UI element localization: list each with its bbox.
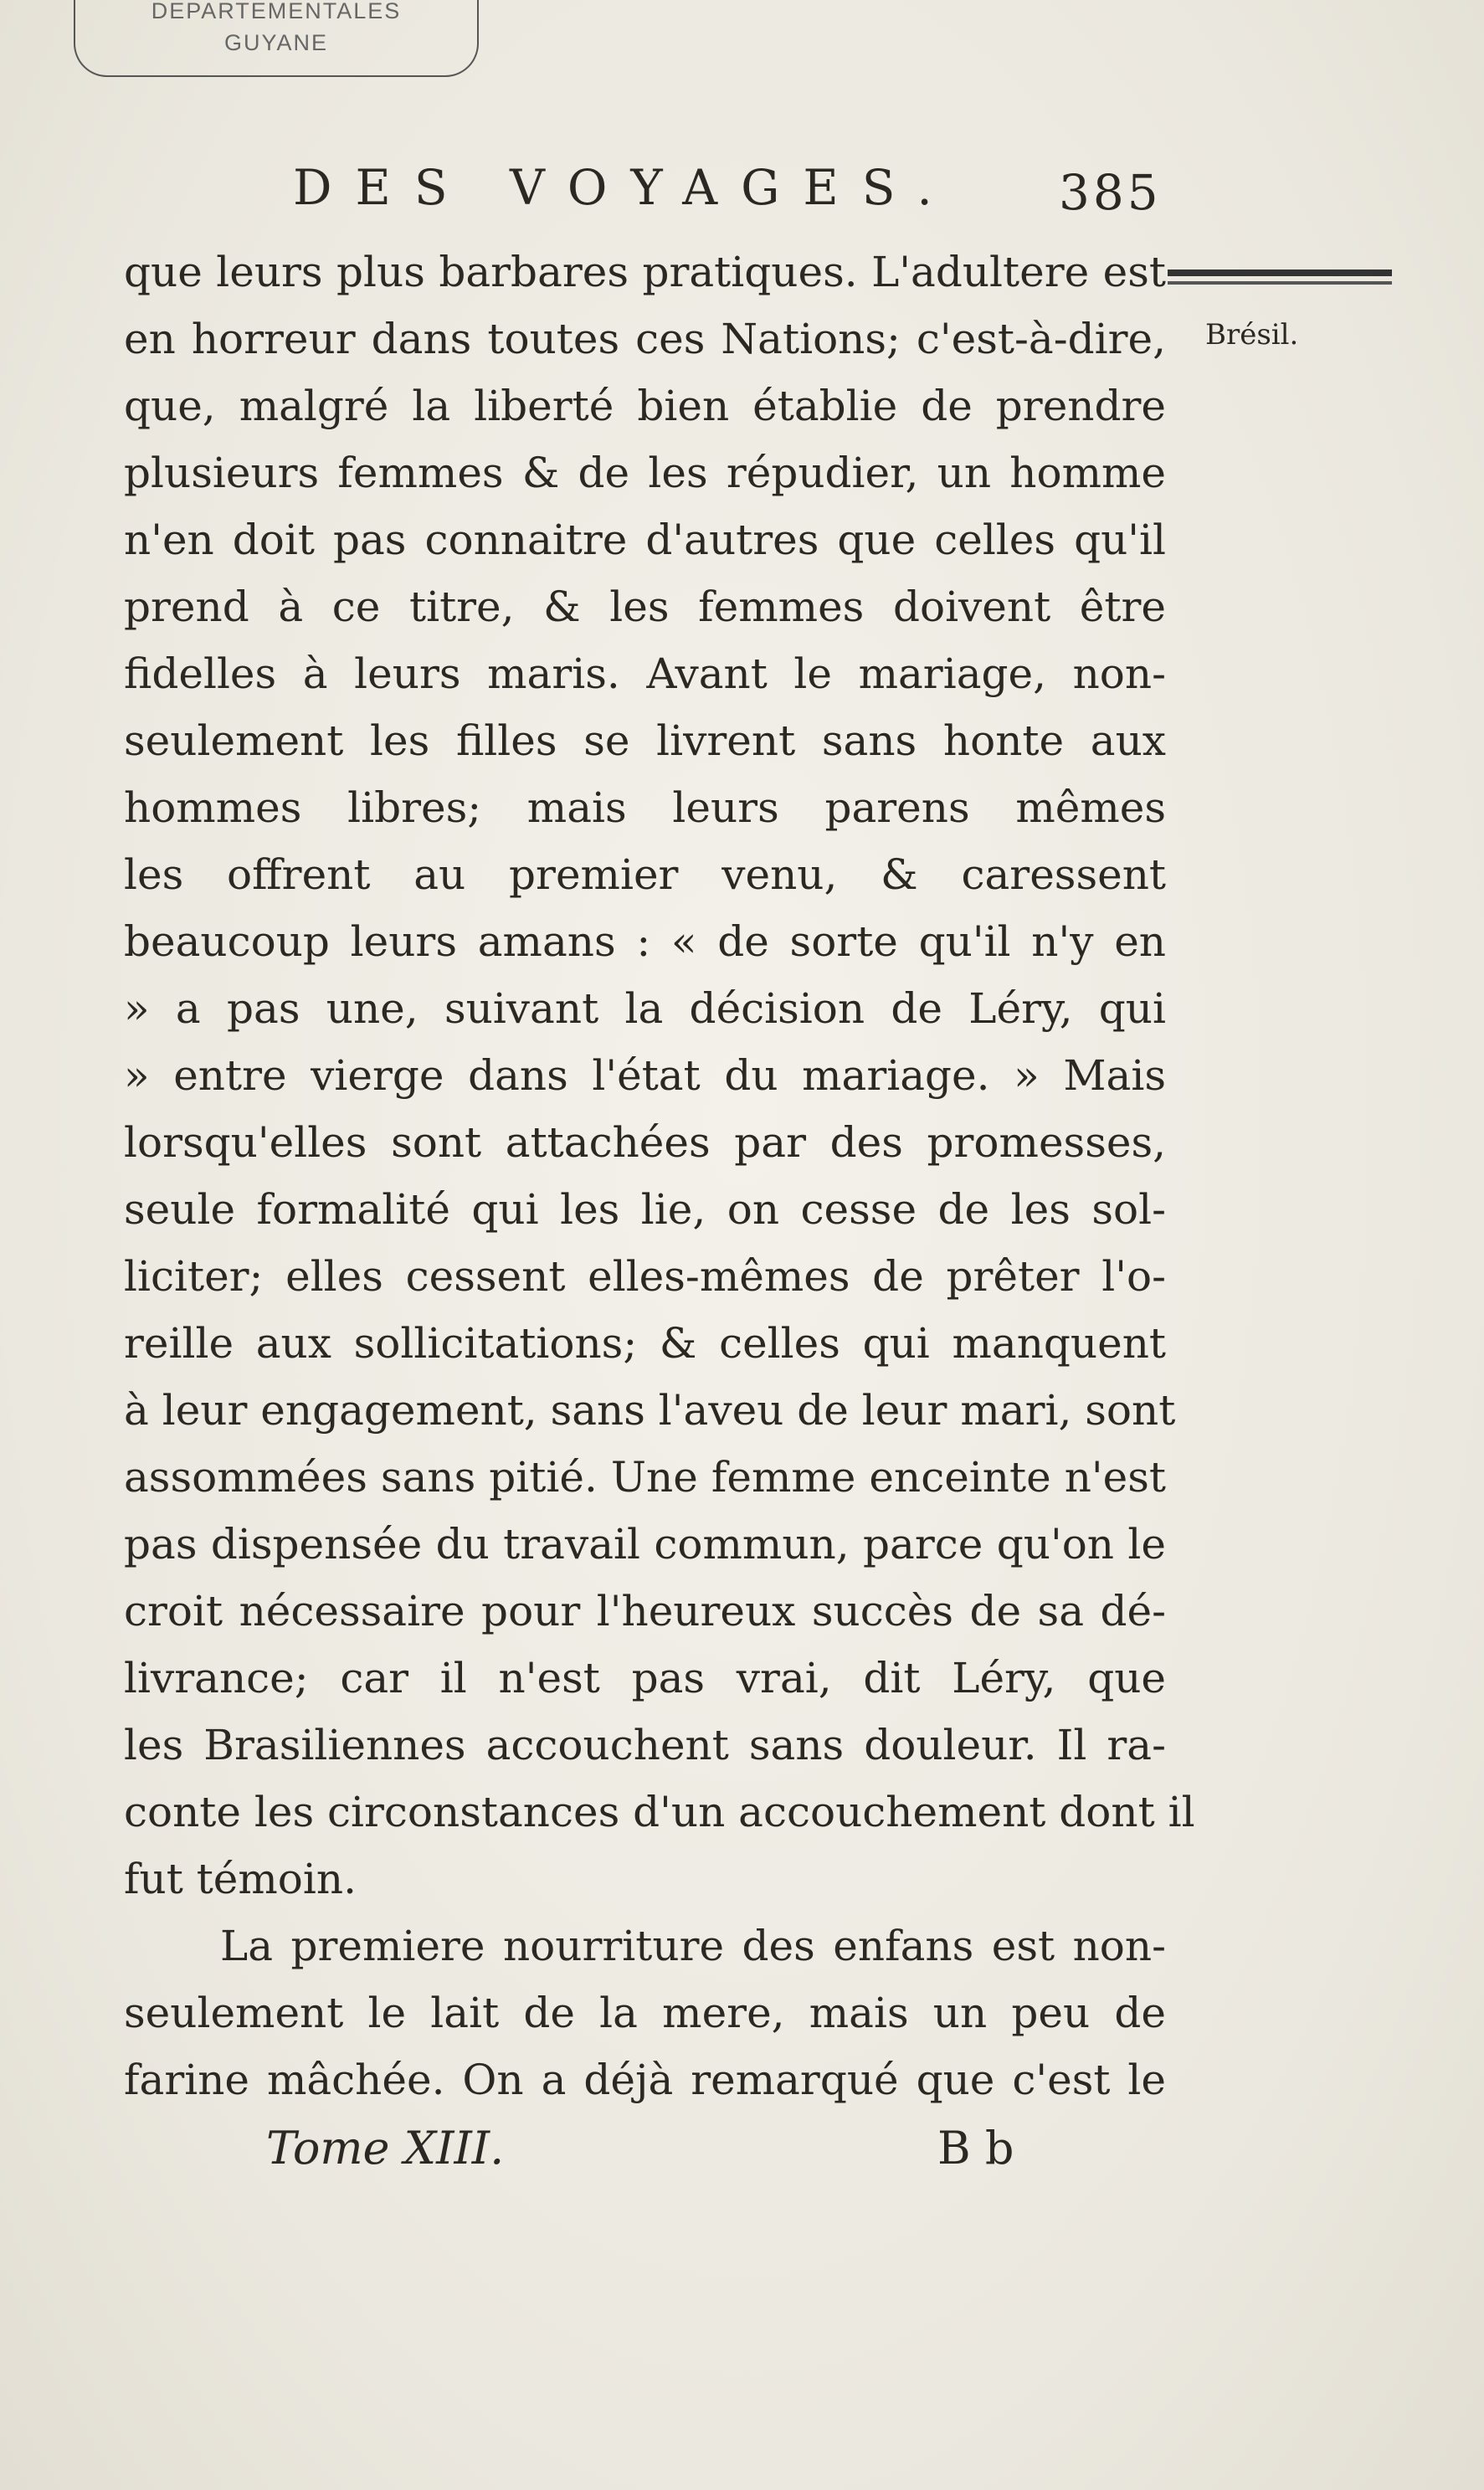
text-line: que leurs plus barbares pratiques. L'adultere est [124,248,1166,296]
text-line: les offrent au premier venu, & caressent [124,850,1166,899]
text-line: conte les circonstances d'un accouchement dont il [124,1788,1195,1836]
text-line: seulement le lait de la mere, mais un peu de [124,1989,1166,2037]
text-line: » a pas une, suivant la décision de Léry, qui [124,984,1166,1033]
text-line: hommes libres; mais leurs parens mêmes [124,783,1166,832]
library-stamp [74,0,479,77]
body-text [124,239,1195,2113]
stamp-line-2: GUYANE [223,30,329,55]
margin-rule [1168,270,1392,276]
volume-label: Tome XIII. [266,2122,505,2174]
text-line: que, malgré la liberté bien établie de prendre [124,382,1166,430]
text-line: croit nécessaire pour l'heureux succès de sa dé- [124,1587,1166,1635]
signature-mark: B b [937,2122,1014,2174]
text-line: reille aux sollicitations; & celles qui manquent [124,1319,1166,1368]
text-line: livrance; car il n'est pas vrai, dit Léry, que [124,1654,1166,1702]
text-line: farine mâchée. On a déjà remarqué que c'est le [124,2056,1166,2104]
running-title: DES VOYAGES. [293,159,956,216]
stamp-line-1: DEPARTEMENTALES [151,0,402,23]
text-line: seule formalité qui les lie, on cesse de les sol- [124,1185,1166,1234]
text-line: fut témoin. [124,1855,357,1903]
text-line: fidelles à leurs maris. Avant le mariage, non- [124,649,1166,698]
text-line: » entre vierge dans l'état du mariage. » Mais [124,1051,1166,1100]
text-line: liciter; elles cessent elles-mêmes de prêter l'o- [124,1252,1166,1301]
text-line: n'en doit pas connaitre d'autres que celles qu'il [124,516,1166,564]
margin-note: Brésil. [1205,318,1299,352]
margin-rule-secondary [1168,281,1392,285]
page-number: 385 [1059,164,1162,221]
text-line: plusieurs femmes & de les répudier, un homme [124,449,1166,497]
text-line: les Brasiliennes accouchent sans douleur. Il ra- [124,1721,1166,1769]
text-line: à leur engagement, sans l'aveu de leur mari, sont [124,1386,1176,1435]
text-line: seulement les filles se livrent sans honte aux [124,716,1166,765]
text-line: beaucoup leurs amans : « de sorte qu'il n'y en [124,917,1166,966]
text-line: en horreur dans toutes ces Nations; c'est-à-dire, [124,315,1166,363]
text-line: prend à ce titre, & les femmes doivent être [124,583,1166,631]
text-line: pas dispensée du travail commun, parce qu'on le [124,1520,1166,1568]
text-line: lorsqu'elles sont attachées par des promesses, [124,1118,1166,1167]
text-line: assommées sans pitié. Une femme enceinte n'est [124,1453,1166,1502]
text-line: La premiere nourriture des enfans est non- [220,1922,1166,1970]
